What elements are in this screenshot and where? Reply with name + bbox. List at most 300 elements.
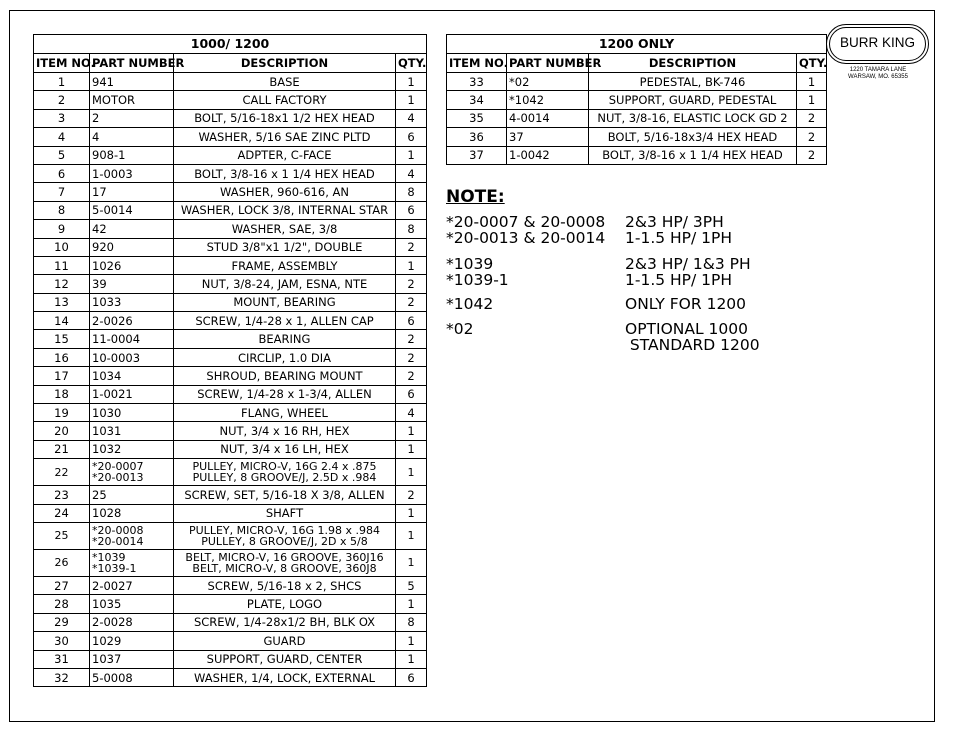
item-no-cell: 16 xyxy=(34,348,90,366)
cell-line: *20-0013 xyxy=(92,471,144,485)
cell-line: 1-0042 xyxy=(509,148,550,163)
qty-cell: 8 xyxy=(396,220,427,238)
description-cell xyxy=(174,146,396,164)
cell-line: BASE xyxy=(269,74,300,89)
cell-line: 39 xyxy=(92,276,107,291)
cell-line: 11-0004 xyxy=(92,332,141,347)
table-row xyxy=(34,238,427,256)
note-line: *20-0007 & 20-0008 xyxy=(446,213,606,231)
qty-cell: 1 xyxy=(396,459,427,486)
cell-line: 25 xyxy=(92,487,107,502)
part-number-cell xyxy=(507,109,589,127)
cell-line: 5-0008 xyxy=(92,670,133,685)
description-cell xyxy=(174,404,396,422)
item-no-cell: 33 xyxy=(447,73,507,91)
cell-line: 1032 xyxy=(92,442,122,457)
note-line: *1039 xyxy=(446,255,494,273)
part-number-cell xyxy=(507,146,589,164)
qty-cell: 1 xyxy=(396,91,427,109)
table-row xyxy=(34,91,427,109)
table-row xyxy=(447,146,827,164)
table-row xyxy=(34,486,427,504)
description-cell xyxy=(174,238,396,256)
cell-line: *02 xyxy=(509,74,530,89)
qty-cell: 2 xyxy=(396,293,427,311)
side-table-title: 1200 ONLY xyxy=(447,35,827,54)
cell-line: SCREW, 1/4-28 x 1, ALLEN CAP xyxy=(195,313,374,328)
header-qty: QTY. xyxy=(797,54,827,73)
part-number-cell xyxy=(90,183,174,201)
address-line-1: 1220 TAMARA LANE xyxy=(849,67,907,73)
table-row xyxy=(34,201,427,219)
note-title: NOTE: xyxy=(446,187,505,207)
qty-cell: 1 xyxy=(797,73,827,91)
part-number-cell xyxy=(90,650,174,668)
table-row xyxy=(34,613,427,631)
table-row xyxy=(34,220,427,238)
cell-line: 1030 xyxy=(92,405,122,420)
part-number-cell xyxy=(90,632,174,650)
part-number-cell xyxy=(90,422,174,440)
table-row xyxy=(34,312,427,330)
cell-line: PULLEY, 8 GROOVE/J, 2.5D x .984 xyxy=(192,471,377,485)
cell-line: PLATE, LOGO xyxy=(246,597,323,612)
main-table-title: 1000/ 1200 xyxy=(34,35,427,54)
item-no-cell: 28 xyxy=(34,595,90,613)
qty-cell: 2 xyxy=(797,109,827,127)
item-no-cell: 32 xyxy=(34,668,90,686)
table-row xyxy=(34,632,427,650)
note-right-text xyxy=(625,256,751,288)
note-left-text xyxy=(446,321,473,337)
cell-line: BOLT, 5/16-18x3/4 HEX HEAD xyxy=(607,129,778,144)
description-cell xyxy=(174,486,396,504)
part-number-cell xyxy=(90,128,174,146)
cell-line: NUT, 3/4 x 16 RH, HEX xyxy=(219,424,350,439)
cell-line: *1039 xyxy=(92,550,126,564)
description-cell xyxy=(174,522,396,549)
main-table-body xyxy=(34,73,427,687)
cell-line: PULLEY, MICRO-V, 16G 2.4 x .875 xyxy=(192,460,377,474)
cell-line: *20-0007 xyxy=(92,460,144,474)
description-cell xyxy=(174,348,396,366)
cell-line: 2-0028 xyxy=(92,615,133,630)
part-number-cell xyxy=(507,91,589,109)
table-row xyxy=(34,183,427,201)
table-row xyxy=(34,128,427,146)
cell-line: 17 xyxy=(92,185,107,199)
table-row xyxy=(34,549,427,576)
note-left-text xyxy=(446,256,509,288)
qty-cell: 1 xyxy=(396,73,427,91)
cell-line: 1026 xyxy=(92,258,122,273)
item-no-cell: 11 xyxy=(34,256,90,274)
logo-name: BURR KING xyxy=(839,35,915,50)
cell-line: 1029 xyxy=(92,633,122,648)
cell-line: NUT, 3/8-16, ELASTIC LOCK GD 2 xyxy=(597,111,788,126)
item-no-cell: 9 xyxy=(34,220,90,238)
part-number-cell xyxy=(90,275,174,293)
description-cell xyxy=(589,91,797,109)
item-no-cell: 17 xyxy=(34,367,90,385)
item-no-cell: 23 xyxy=(34,486,90,504)
cell-line: WASHER, 5/16 SAE ZINC PLTD xyxy=(198,129,371,144)
description-cell xyxy=(589,128,797,146)
header-qty: QTY. xyxy=(396,54,427,73)
part-number-cell xyxy=(90,595,174,613)
description-cell xyxy=(174,91,396,109)
item-no-cell: 25 xyxy=(34,522,90,549)
part-number-cell xyxy=(90,312,174,330)
part-number-cell xyxy=(90,201,174,219)
header-part-number: PART NUMBER xyxy=(507,54,589,73)
description-cell xyxy=(174,275,396,293)
note-line: *1039-1 xyxy=(446,271,509,289)
description-cell xyxy=(174,385,396,403)
table-row xyxy=(34,404,427,422)
item-no-cell: 10 xyxy=(34,238,90,256)
cell-line: BOLT, 3/8-16 x 1 1/4 HEX HEAD xyxy=(602,148,783,163)
cell-line: BEARING xyxy=(258,332,311,347)
cell-line: WASHER, 960-616, AN xyxy=(220,185,349,199)
cell-line: MOUNT, BEARING xyxy=(233,295,336,310)
item-no-cell: 8 xyxy=(34,201,90,219)
note-line: 1-1.5 HP/ 1PH xyxy=(625,271,733,289)
table-row xyxy=(34,385,427,403)
cell-line: BOLT, 3/8-16 x 1 1/4 HEX HEAD xyxy=(194,166,375,181)
part-number-cell xyxy=(90,440,174,458)
qty-cell: 6 xyxy=(396,385,427,403)
table-row xyxy=(34,422,427,440)
note-right-text xyxy=(625,321,760,353)
cell-line: WASHER, SAE, 3/8 xyxy=(231,221,338,236)
item-no-cell: 4 xyxy=(34,128,90,146)
cell-line: WASHER, LOCK 3/8, INTERNAL STAR xyxy=(180,203,389,218)
cell-line: STUD 3/8"x1 1/2", DOUBLE xyxy=(206,240,363,255)
address-line-2: WARSAW, MO. 65355 xyxy=(848,74,908,80)
qty-cell: 8 xyxy=(396,183,427,201)
cell-line: 2-0027 xyxy=(92,578,133,593)
cell-line: WASHER, 1/4, LOCK, EXTERNAL xyxy=(194,670,375,685)
qty-cell: 2 xyxy=(396,275,427,293)
parts-table-1200-only xyxy=(446,34,827,165)
cell-line: 10-0003 xyxy=(92,350,141,365)
company-address xyxy=(830,67,926,81)
part-number-cell xyxy=(90,549,174,576)
item-no-cell: 3 xyxy=(34,109,90,127)
cell-line: SUPPORT, GUARD, PEDESTAL xyxy=(608,93,777,108)
item-no-cell: 26 xyxy=(34,549,90,576)
part-number-cell xyxy=(90,348,174,366)
burr-king-logo xyxy=(826,24,929,64)
table-row xyxy=(34,595,427,613)
description-cell xyxy=(589,146,797,164)
cell-line: BELT, MICRO-V, 8 GROOVE, 360J8 xyxy=(192,561,377,575)
description-cell xyxy=(174,422,396,440)
description-cell xyxy=(174,440,396,458)
item-no-cell: 20 xyxy=(34,422,90,440)
note-left-text xyxy=(446,214,605,246)
table-row xyxy=(447,109,827,127)
item-no-cell: 6 xyxy=(34,164,90,182)
description-cell xyxy=(174,576,396,594)
qty-cell: 2 xyxy=(396,330,427,348)
description-cell xyxy=(174,201,396,219)
part-number-cell xyxy=(90,164,174,182)
cell-line: 37 xyxy=(509,129,524,144)
description-cell xyxy=(174,183,396,201)
table-row xyxy=(34,73,427,91)
description-cell xyxy=(174,650,396,668)
cell-line: 1031 xyxy=(92,424,122,439)
description-cell xyxy=(174,73,396,91)
table-row xyxy=(34,348,427,366)
item-no-cell: 5 xyxy=(34,146,90,164)
cell-line: SCREW, 5/16-18 x 2, SHCS xyxy=(207,578,362,593)
qty-cell: 1 xyxy=(396,256,427,274)
cell-line: NUT, 3/4 x 16 LH, HEX xyxy=(220,442,349,457)
description-cell xyxy=(174,128,396,146)
cell-line: SCREW, 1/4-28 x 1-3/4, ALLEN xyxy=(197,387,372,402)
qty-cell: 2 xyxy=(396,348,427,366)
item-no-cell: 35 xyxy=(447,109,507,127)
header-description: DESCRIPTION xyxy=(174,54,396,73)
qty-cell: 2 xyxy=(396,486,427,504)
part-number-cell xyxy=(90,522,174,549)
cell-line: *1042 xyxy=(509,93,545,108)
item-no-cell: 2 xyxy=(34,91,90,109)
item-no-cell: 18 xyxy=(34,385,90,403)
cell-line: BELT, MICRO-V, 16 GROOVE, 360J16 xyxy=(185,550,384,564)
table-row xyxy=(34,256,427,274)
part-number-cell xyxy=(507,73,589,91)
description-cell xyxy=(174,613,396,631)
qty-cell: 6 xyxy=(396,668,427,686)
description-cell xyxy=(589,109,797,127)
cell-line: 908-1 xyxy=(92,148,126,163)
table-row xyxy=(34,576,427,594)
qty-cell: 1 xyxy=(396,422,427,440)
cell-line: 1028 xyxy=(92,506,122,521)
part-number-cell xyxy=(90,238,174,256)
part-number-cell xyxy=(90,385,174,403)
table-row xyxy=(34,668,427,686)
part-number-cell xyxy=(90,293,174,311)
item-no-cell: 29 xyxy=(34,613,90,631)
cell-line: CALL FACTORY xyxy=(242,93,327,108)
cell-line: 2 xyxy=(92,111,100,126)
item-no-cell: 15 xyxy=(34,330,90,348)
qty-cell: 1 xyxy=(396,522,427,549)
part-number-cell xyxy=(90,73,174,91)
item-no-cell: 27 xyxy=(34,576,90,594)
qty-cell: 1 xyxy=(797,91,827,109)
description-cell xyxy=(174,164,396,182)
qty-cell: 1 xyxy=(396,632,427,650)
cell-line: CIRCLIP, 1.0 DIA xyxy=(238,350,331,365)
table-row xyxy=(34,522,427,549)
qty-cell: 6 xyxy=(396,128,427,146)
item-no-cell: 30 xyxy=(34,632,90,650)
note-line: *1042 xyxy=(446,295,494,313)
part-number-cell xyxy=(90,256,174,274)
table-row xyxy=(34,459,427,486)
note-line: OPTIONAL 1000 xyxy=(625,320,748,338)
description-cell xyxy=(174,109,396,127)
table-row xyxy=(34,164,427,182)
note-left-text xyxy=(446,296,493,312)
item-no-cell: 31 xyxy=(34,650,90,668)
cell-line: 1033 xyxy=(92,295,122,310)
cell-line: 1-0003 xyxy=(92,166,133,181)
cell-line: SHAFT xyxy=(265,506,304,521)
note-line: 2&3 HP/ 1&3 PH xyxy=(625,255,751,273)
cell-line: 1-0021 xyxy=(92,387,133,402)
qty-cell: 6 xyxy=(396,201,427,219)
table-row xyxy=(447,91,827,109)
item-no-cell: 24 xyxy=(34,504,90,522)
cell-line: SHROUD, BEARING MOUNT xyxy=(206,368,363,383)
description-cell xyxy=(174,632,396,650)
part-number-cell xyxy=(90,459,174,486)
qty-cell: 2 xyxy=(396,367,427,385)
cell-line: 2-0026 xyxy=(92,313,133,328)
table-row xyxy=(34,504,427,522)
cell-line: 1034 xyxy=(92,368,122,383)
table-row xyxy=(34,293,427,311)
note-right-text xyxy=(625,214,732,246)
cell-line: MOTOR xyxy=(92,93,136,108)
cell-line: FRAME, ASSEMBLY xyxy=(231,258,338,273)
cell-line: 4-0014 xyxy=(509,111,550,126)
description-cell xyxy=(174,330,396,348)
part-number-cell xyxy=(90,367,174,385)
description-cell xyxy=(174,293,396,311)
cell-line: 1037 xyxy=(92,652,122,667)
cell-line: PEDESTAL, BK-746 xyxy=(639,74,746,89)
item-no-cell: 14 xyxy=(34,312,90,330)
qty-cell: 6 xyxy=(396,312,427,330)
header-item-no: ITEM NO. xyxy=(34,54,90,73)
cell-line: 920 xyxy=(92,240,114,255)
header-description: DESCRIPTION xyxy=(589,54,797,73)
description-cell xyxy=(174,668,396,686)
description-cell xyxy=(174,256,396,274)
qty-cell: 2 xyxy=(797,146,827,164)
cell-line: ADPTER, C-FACE xyxy=(237,148,332,163)
qty-cell: 1 xyxy=(396,549,427,576)
item-no-cell: 22 xyxy=(34,459,90,486)
description-cell xyxy=(174,595,396,613)
header-item-no: ITEM NO. xyxy=(447,54,507,73)
description-cell xyxy=(174,459,396,486)
part-number-cell xyxy=(90,404,174,422)
item-no-cell: 19 xyxy=(34,404,90,422)
part-number-cell xyxy=(90,613,174,631)
table-row xyxy=(447,128,827,146)
note-line: 2&3 HP/ 3PH xyxy=(625,213,724,231)
cell-line: *20-0008 xyxy=(92,523,144,537)
description-cell xyxy=(589,73,797,91)
part-number-cell xyxy=(90,330,174,348)
part-number-cell xyxy=(90,109,174,127)
part-number-cell xyxy=(90,486,174,504)
note-line: *20-0013 & 20-0014 xyxy=(446,229,606,247)
part-number-cell xyxy=(507,128,589,146)
part-number-cell xyxy=(90,146,174,164)
part-number-cell xyxy=(90,504,174,522)
table-row xyxy=(34,109,427,127)
description-cell xyxy=(174,549,396,576)
cell-line: SUPPORT, GUARD, CENTER xyxy=(206,652,363,667)
cell-line: SCREW, SET, 5/16-18 X 3/8, ALLEN xyxy=(184,487,385,502)
qty-cell: 5 xyxy=(396,576,427,594)
part-number-cell xyxy=(90,668,174,686)
description-cell xyxy=(174,220,396,238)
note-line: STANDARD 1200 xyxy=(625,336,760,354)
part-number-cell xyxy=(90,576,174,594)
item-no-cell: 12 xyxy=(34,275,90,293)
note-right-text xyxy=(625,296,746,312)
qty-cell: 1 xyxy=(396,440,427,458)
cell-line: GUARD xyxy=(263,633,306,648)
cell-line: 4 xyxy=(92,129,100,144)
cell-line: PULLEY, MICRO-V, 16G 1.98 x .984 xyxy=(189,523,380,537)
item-no-cell: 21 xyxy=(34,440,90,458)
item-no-cell: 1 xyxy=(34,73,90,91)
cell-line: SCREW, 1/4-28x1/2 BH, BLK OX xyxy=(193,615,376,630)
cell-line: NUT, 3/8-24, JAM, ESNA, NTE xyxy=(201,276,368,291)
table-row xyxy=(34,367,427,385)
qty-cell: 1 xyxy=(396,146,427,164)
qty-cell: 4 xyxy=(396,404,427,422)
qty-cell: 4 xyxy=(396,164,427,182)
cell-line: *1039-1 xyxy=(92,561,137,575)
cell-line: BOLT, 5/16-18x1 1/2 HEX HEAD xyxy=(194,111,375,126)
description-cell xyxy=(174,312,396,330)
qty-cell: 1 xyxy=(396,504,427,522)
qty-cell: 4 xyxy=(396,109,427,127)
item-no-cell: 7 xyxy=(34,183,90,201)
cell-line: 941 xyxy=(92,74,114,89)
qty-cell: 2 xyxy=(396,238,427,256)
item-no-cell: 34 xyxy=(447,91,507,109)
note-line: *02 xyxy=(446,320,474,338)
cell-line: *20-0014 xyxy=(92,534,144,548)
header-part-number: PART NUMBER xyxy=(90,54,174,73)
note-line: ONLY FOR 1200 xyxy=(625,295,747,313)
cell-line: 5-0014 xyxy=(92,203,133,218)
item-no-cell: 36 xyxy=(447,128,507,146)
table-row xyxy=(34,330,427,348)
description-cell xyxy=(174,367,396,385)
cell-line: FLANG, WHEEL xyxy=(241,405,328,420)
part-number-cell xyxy=(90,220,174,238)
side-table-body xyxy=(447,73,827,165)
qty-cell: 1 xyxy=(396,595,427,613)
item-no-cell: 37 xyxy=(447,146,507,164)
description-cell xyxy=(174,504,396,522)
table-row xyxy=(447,73,827,91)
note-line: 1-1.5 HP/ 1PH xyxy=(625,229,733,247)
qty-cell: 1 xyxy=(396,650,427,668)
parts-table-1000-1200 xyxy=(33,34,427,687)
table-row xyxy=(34,650,427,668)
table-row xyxy=(34,146,427,164)
cell-line: 42 xyxy=(92,221,107,236)
cell-line: PULLEY, 8 GROOVE/J, 2D x 5/8 xyxy=(201,534,368,548)
part-number-cell xyxy=(90,91,174,109)
